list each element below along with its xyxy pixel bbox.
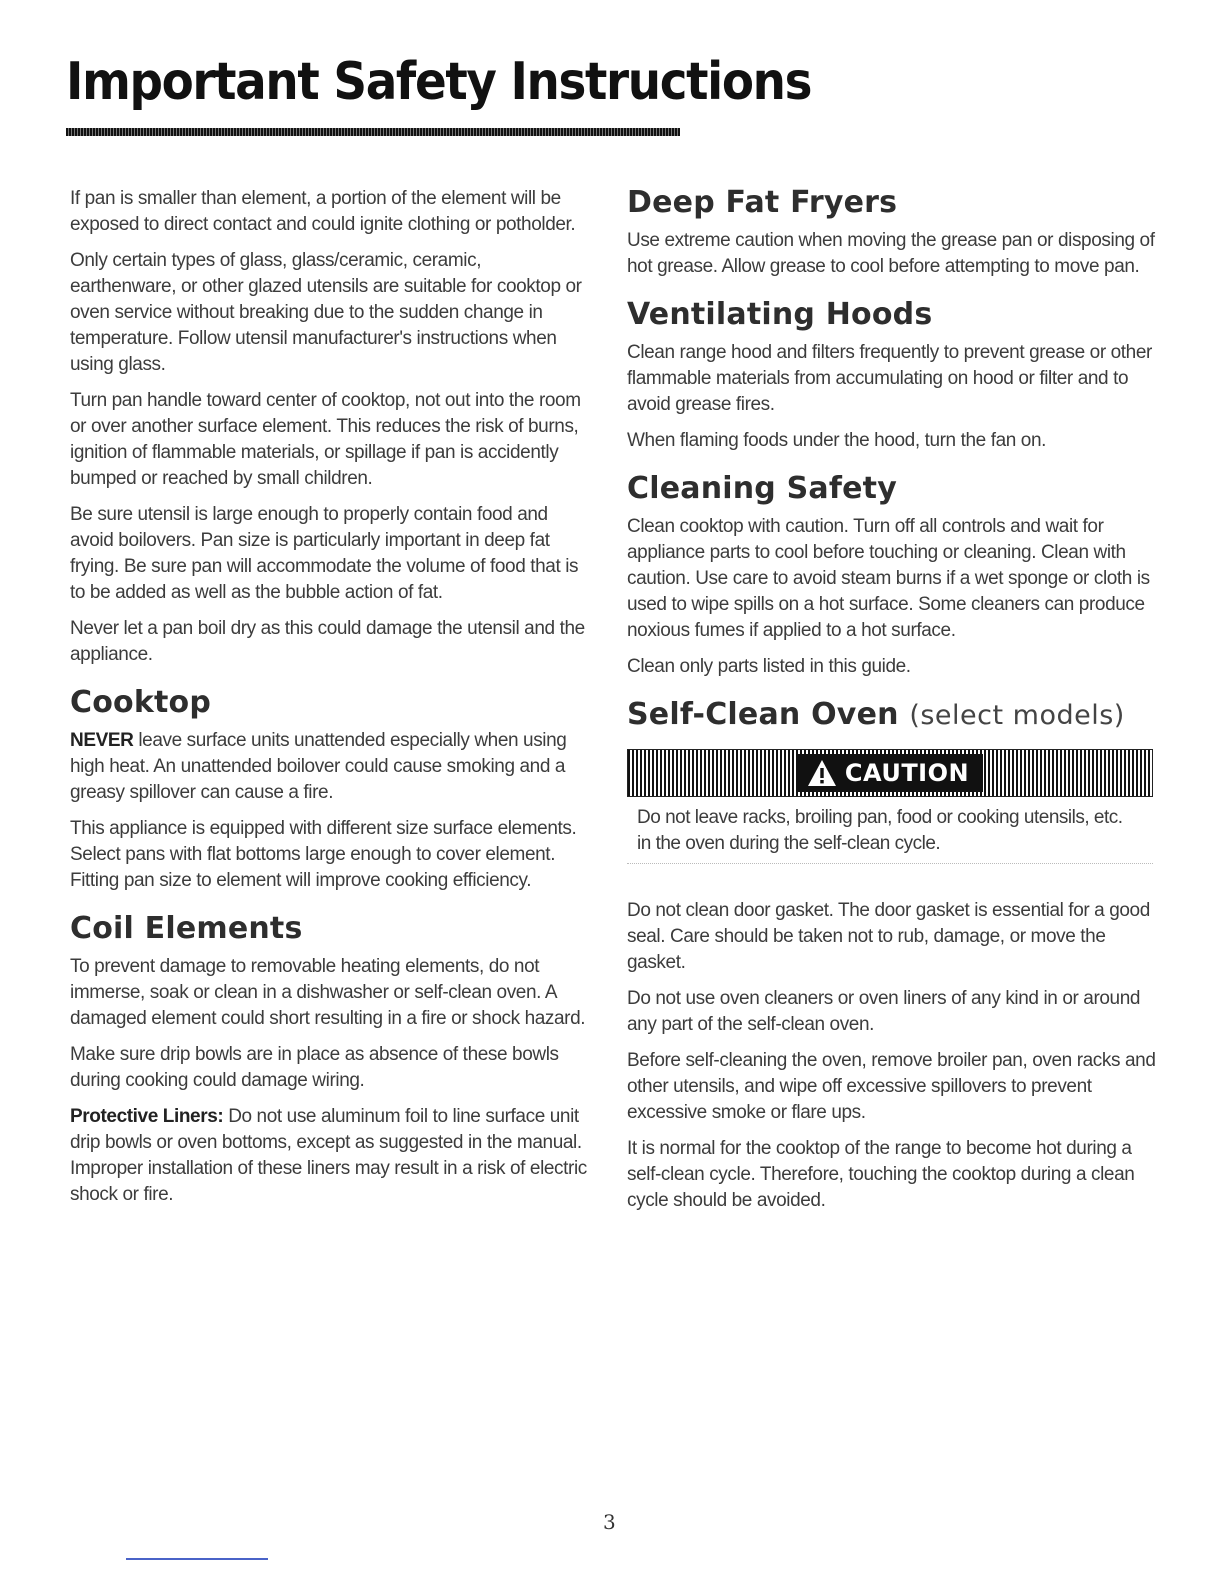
hoods-paragraph-2: When flaming foods under the hood, turn the fan on. <box>627 430 1047 451</box>
selfclean-paragraph-2: Do not use oven cleaners or oven liners of any kind in or around any part of the self-clean oven. <box>627 988 1141 1035</box>
selfclean-paragraph-1: Do not clean door gasket. The door gasket is essential for a good seal. Care should be taken not to rub, damage, or move the gasket. <box>627 900 1150 973</box>
coil-paragraph-2: Make sure drip bowls are in place as absence of these bowls during cooking could damage wiring. <box>70 1044 559 1091</box>
intro-paragraph-5: Never let a pan boil dry as this could damage the utensil and the appliance. <box>70 618 585 665</box>
title-rule <box>66 128 680 136</box>
intro-paragraph-2: Only certain types of glass, glass/ceramic, ceramic, earthenware, or other glazed utensils are suitable for cooktop or oven service without breaking due to the sudden change in temperature. Follow utensil manufacturer's instructions when using glass. <box>70 250 582 375</box>
coil-elements-heading: Coil Elements <box>70 911 303 946</box>
coil-paragraph-3 <box>70 1104 592 1208</box>
caution-text: Do not leave racks, broiling pan, food or cooking utensils, etc. in the oven during the self-clean cycle. <box>627 797 1153 864</box>
coil-paragraph-1: To prevent damage to removable heating elements, do not immerse, soak or clean in a dishwasher or self-clean oven. A damaged element could short resulting in a fire or shock hazard. <box>70 956 586 1029</box>
ventilating-hoods-heading: Ventilating Hoods <box>627 297 933 332</box>
page-number: 3 <box>603 1510 616 1534</box>
cleaning-paragraph-1: Clean cooktop with caution. Turn off all controls and wait for appliance parts to cool before touching or cleaning. Clean with caution. Use care to avoid steam burns if a wet sponge or cloth is used to wipe spills on a hot surface. Some cleaners can produce noxious fumes if applied to a hot surface. <box>627 516 1150 641</box>
page-title: Important Safety Instructions <box>66 52 812 112</box>
cleaning-safety-heading: Cleaning Safety <box>627 471 897 506</box>
cooktop-paragraph-2: This appliance is equipped with different size surface elements. Select pans with flat bottoms large enough to cover element. Fitting pan size to element will improve cooking efficiency. <box>70 818 577 891</box>
fryers-paragraph-1: Use extreme caution when moving the grease pan or disposing of hot grease. Allow grease to cool before attempting to move pan. <box>627 230 1155 277</box>
caution-bar <box>627 749 1153 797</box>
intro-paragraph-1: If pan is smaller than element, a portion of the element will be exposed to direct contact and could ignite clothing or potholder. <box>70 188 576 235</box>
selfclean-paragraph-4: It is normal for the cooktop of the range to become hot during a self-clean cycle. Therefore, touching the cooktop during a clean cycle should be avoided. <box>627 1138 1135 1211</box>
caution-label-text: CAUTION <box>844 759 970 787</box>
caution-box <box>627 749 1153 864</box>
cooktop-heading: Cooktop <box>70 685 212 720</box>
cooktop-paragraph-1 <box>70 728 592 806</box>
caution-label <box>797 754 983 792</box>
protective-liners-lead: Protective Liners: <box>70 1106 224 1127</box>
select-models-note: (select models) <box>909 700 1125 731</box>
right-column <box>627 184 1157 1224</box>
self-clean-oven-heading <box>627 696 1157 735</box>
coil-paragraph-3-text: Do not use aluminum foil to line surface unit drip bowls or oven bottoms, except as suggested in the manual. Improper installation of these liners may result in a risk of electric shock or fire. <box>70 1106 587 1205</box>
cleaning-paragraph-2: Clean only parts listed in this guide. <box>627 656 911 677</box>
deep-fat-fryers-heading: Deep Fat Fryers <box>627 185 898 220</box>
footer-line <box>126 1558 268 1560</box>
hoods-paragraph-1: Clean range hood and filters frequently to prevent grease or other flammable materials from accumulating on hood or filter and to avoid grease fires. <box>627 342 1152 415</box>
selfclean-paragraph-3: Before self-cleaning the oven, remove broiler pan, oven racks and other utensils, and wipe off excessive spillovers to prevent excessive smoke or flare ups. <box>627 1050 1156 1123</box>
intro-paragraph-4: Be sure utensil is large enough to properly contain food and avoid boilovers. Pan size is particularly important in deep fat frying. Be sure pan will accommodate the volume of food that is to be added as well as the bubble action of fat. <box>70 504 579 603</box>
cooktop-paragraph-1-text: leave surface units unattended especially when using high heat. An unattended boilover could cause smoking and a greasy spillover can cause a fire. <box>70 730 567 803</box>
never-lead: NEVER <box>70 730 134 751</box>
self-clean-title: Self-Clean Oven <box>627 697 899 732</box>
warning-triangle-icon <box>807 759 837 787</box>
left-column <box>70 186 592 1218</box>
intro-paragraph-3: Turn pan handle toward center of cooktop, not out into the room or over another surface element. This reduces the risk of burns, ignition of flammable materials, or spillage if pan is accidently bumped or reached by small children. <box>70 390 581 489</box>
